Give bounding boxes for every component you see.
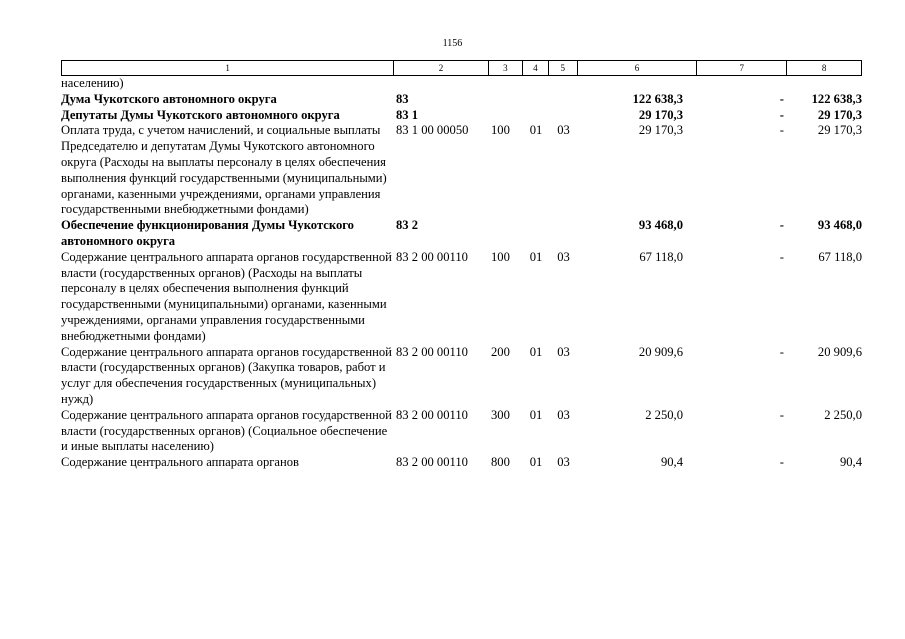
row-total: 20 909,6 (817, 344, 862, 359)
header-col-7: 7 (697, 61, 787, 75)
table-row (61, 108, 862, 124)
row-amount: 90,4 (660, 455, 683, 470)
table-row (61, 408, 862, 455)
header-col-4: 4 (523, 61, 549, 75)
row-change: - (779, 107, 784, 122)
table-row (61, 218, 862, 250)
row-change: - (779, 455, 784, 470)
row-code: 83 1 00 00050 (396, 123, 469, 138)
row-name: Депутаты Думы Чукотского автономного округа (61, 107, 340, 122)
row-total: 90,4 (839, 455, 862, 470)
table-row (61, 250, 862, 345)
row-total: 29 170,3 (817, 107, 862, 122)
table-row (61, 345, 862, 408)
row-expense-type: 200 (491, 344, 510, 359)
row-total: 2 250,0 (824, 407, 862, 422)
row-amount: 93 468,0 (638, 218, 683, 233)
row-subsection: 03 (557, 249, 570, 264)
row-change: - (779, 218, 784, 233)
row-section: 01 (529, 344, 543, 359)
row-section: 01 (529, 455, 543, 470)
row-change: - (779, 344, 784, 359)
table-row (61, 92, 862, 108)
row-subsection: 03 (557, 344, 570, 359)
row-amount: 20 909,6 (638, 344, 683, 359)
row-amount: 29 170,3 (638, 123, 683, 138)
row-section: 01 (529, 407, 543, 422)
row-total: 67 118,0 (818, 249, 862, 264)
row-change: - (779, 407, 784, 422)
row-section: 01 (529, 249, 543, 264)
header-col-6: 6 (578, 61, 698, 75)
row-code: 83 2 00 00110 (396, 455, 468, 470)
row-total: 29 170,3 (817, 123, 862, 138)
header-col-3: 3 (489, 61, 523, 75)
table-row (61, 76, 862, 92)
row-total: 122 638,3 (811, 91, 862, 106)
header-col-5: 5 (549, 61, 578, 75)
row-name: Содержание центрального аппарата органов (61, 455, 300, 470)
row-total: 93 468,0 (817, 218, 862, 233)
row-change: - (779, 91, 784, 106)
row-name: Содержание центрального аппарата органов государственной власти (государственных органов) (Закупка товаров, работ и услуг для обеспечения государственных (муниципальных) нужд) (61, 344, 392, 406)
row-subsection: 03 (557, 123, 570, 138)
row-subsection: 03 (557, 407, 570, 422)
page-number: 1156 (442, 38, 463, 49)
row-name: Дума Чукотского автономного округа (61, 91, 277, 106)
row-name: Содержание центрального аппарата органов государственной власти (государственных органов) (Расходы на выплаты персоналу в целях обеспечения выполнения функций государственными (муниципальными) органами, казенными учреждениями, органами управления государственными внебюджетными фондами) (61, 249, 392, 343)
row-amount: 67 118,0 (639, 249, 683, 264)
table-row (61, 123, 862, 218)
row-code: 83 2 (396, 218, 419, 233)
row-code: 83 2 00 00110 (396, 344, 468, 359)
row-name: Содержание центрального аппарата органов государственной власти (государственных органов) (Социальное обеспечение и иные выплаты населению) (61, 407, 392, 454)
row-change: - (779, 249, 784, 264)
header-col-8: 8 (821, 62, 827, 73)
row-subsection: 03 (557, 455, 570, 470)
row-expense-type: 100 (491, 249, 510, 264)
table-header (61, 60, 862, 76)
row-code: 83 2 00 00110 (396, 407, 468, 422)
row-expense-type: 800 (491, 455, 510, 470)
row-name: Обеспечение функционирования Думы Чукотского автономного округа (61, 218, 354, 248)
row-change: - (779, 123, 784, 138)
row-name: Оплата труда, с учетом начислений, и социальные выплаты Председателю и депутатам Думы Чукотского автономного округа (Расходы на выплаты персоналу в целях обеспечения выполнения функций государственными (муниципальными) органами, казенными учреждениями, органами управления государственными внебюджетными фондами) (61, 123, 387, 217)
row-amount: 29 170,3 (638, 107, 683, 122)
table-body (61, 76, 862, 471)
row-code: 83 (396, 91, 409, 106)
row-amount: 2 250,0 (645, 407, 683, 422)
row-section: 01 (529, 123, 543, 138)
row-name: населению) (61, 76, 124, 90)
row-expense-type: 300 (491, 407, 510, 422)
row-expense-type: 100 (491, 123, 510, 138)
header-col-2: 2 (394, 61, 489, 75)
row-code: 83 1 (396, 107, 419, 122)
table-row (61, 455, 862, 471)
row-amount: 122 638,3 (632, 91, 683, 106)
header-col-1: 1 (62, 61, 394, 75)
row-code: 83 2 00 00110 (396, 249, 468, 264)
